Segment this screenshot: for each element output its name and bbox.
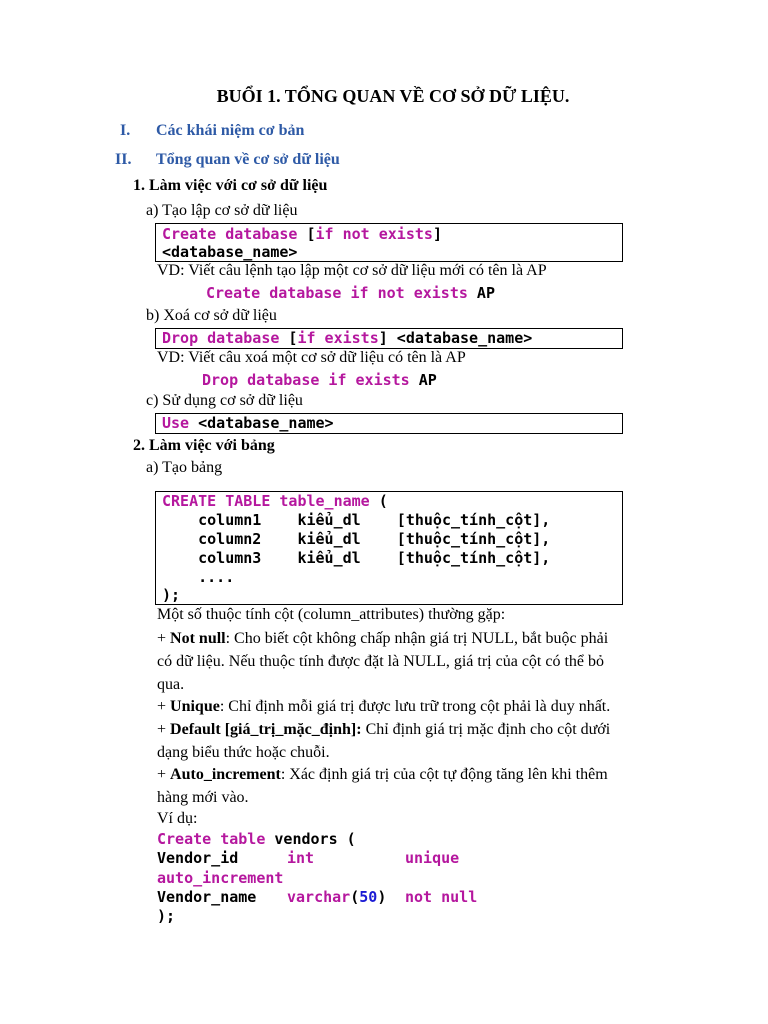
example-type-int: int (287, 849, 315, 867)
attr-not-null-cont-2: qua. (157, 676, 185, 693)
argument: ] <database_name> (378, 329, 533, 347)
attr-not-null (157, 627, 608, 650)
attr-default (157, 718, 610, 741)
create-table-line-1 (162, 492, 388, 510)
section-1-number: I. (120, 122, 131, 139)
keyword: Use (162, 414, 190, 432)
attr-desc: : Cho biết cột không chấp nhận giá trị NULL, bắt buộc phải (225, 630, 609, 647)
create-db-line-1 (162, 225, 442, 243)
create-table-column-row: column3 kiểu_dl [thuộc_tính_cột], (162, 549, 551, 567)
item-a-create-db: a) Tạo lập cơ sở dữ liệu (146, 202, 298, 219)
drop-db-syntax-box (155, 328, 623, 349)
attr-not-null-cont-1: có dữ liệu. Nếu thuộc tính được đặt là NULL, giá trị của cột có thể bỏ (157, 653, 605, 670)
create-db-line-2: <database_name> (162, 243, 298, 261)
example-code-line-2: Vendor_id (157, 849, 239, 867)
paren: ) (377, 888, 387, 906)
attr-auto-increment (157, 763, 608, 786)
section-2-heading: Tổng quan về cơ sở dữ liệu (156, 151, 340, 168)
keyword: Create table (157, 830, 266, 848)
bracket: [ (297, 225, 316, 243)
attr-name: Default [giá_trị_mặc_định]: (170, 721, 362, 738)
subsection-1-heading: 1. Làm việc với cơ sở dữ liệu (133, 177, 328, 194)
bracket: [ (279, 329, 298, 347)
example-drop-db (202, 371, 437, 389)
keyword: Create database (162, 225, 298, 243)
keyword: varchar (287, 888, 351, 906)
argument: <database_name> (189, 414, 334, 432)
attributes-intro: Một số thuộc tính cột (column_attributes) thường gặp: (157, 606, 506, 623)
attr-name: Unique (170, 698, 220, 715)
example-code-end: ); (157, 907, 176, 925)
keyword: Drop database (162, 329, 280, 347)
table-name: table_name (270, 492, 370, 510)
attr-unique (157, 695, 610, 718)
create-table-ellipsis-row: .... (162, 568, 235, 586)
vd-create-text: VD: Viết câu lệnh tạo lập một cơ sở dữ liệu mới có tên là AP (157, 262, 547, 279)
item-c-use-db: c) Sử dụng cơ sở dữ liệu (146, 392, 303, 409)
argument: AP (467, 284, 495, 302)
item-b-drop-db: b) Xoá cơ sở dữ liệu (146, 307, 277, 324)
attr-default-cont-1: dạng biểu thức hoặc chuỗi. (157, 744, 330, 761)
attr-desc: : Chỉ định mỗi giá trị được lưu trữ trong cột phải là duy nhất. (219, 698, 611, 715)
example-attr-unique: unique (405, 849, 460, 867)
bracket: ] (432, 225, 442, 243)
keyword: Drop database if exists (202, 371, 410, 389)
create-table-end: ); (162, 586, 181, 604)
create-table-column-row: column2 kiểu_dl [thuộc_tính_cột], (162, 530, 551, 548)
number: 50 (359, 888, 378, 906)
attr-name: Auto_increment (170, 766, 281, 783)
attr-desc: Chỉ định giá trị mặc định cho cột dưới (361, 721, 611, 738)
bullet: + (157, 766, 171, 783)
table-name: vendors ( (265, 830, 356, 848)
example-code-line-4-col: Vendor_name (157, 888, 257, 906)
keyword: CREATE TABLE (162, 492, 271, 510)
section-1-heading: Các khái niệm cơ bản (156, 122, 305, 139)
attr-desc: : Xác định giá trị của cột tự động tăng lên khi thêm (280, 766, 608, 783)
example-attr-not-null: not null (405, 888, 478, 906)
example-code-line-1 (157, 830, 356, 848)
drop-db-line (162, 329, 532, 347)
paren: ( (369, 492, 388, 510)
use-db-syntax-box (155, 413, 623, 434)
argument: AP (409, 371, 437, 389)
example-code-line-3: auto_increment (157, 869, 284, 887)
create-db-syntax-box (155, 223, 623, 262)
use-db-line (162, 414, 334, 432)
example-label: Ví dụ: (157, 810, 198, 827)
keyword: if not exists (315, 225, 433, 243)
item-2a-create-table: a) Tạo bảng (146, 459, 223, 476)
section-2-number: II. (115, 151, 132, 168)
bullet: + (157, 698, 171, 715)
create-table-syntax-box (155, 491, 623, 605)
bullet: + (157, 721, 171, 738)
bullet: + (157, 630, 171, 647)
vd-drop-text: VD: Viết câu xoá một cơ sở dữ liệu có tên là AP (157, 349, 466, 366)
attr-auto-increment-cont-1: hàng mới vào. (157, 789, 249, 806)
page-title: BUỔI 1. TỔNG QUAN VỀ CƠ SỞ DỮ LIỆU. (216, 86, 570, 106)
create-table-column-row: column1 kiểu_dl [thuộc_tính_cột], (162, 511, 551, 529)
keyword: Create database if not exists (206, 284, 468, 302)
keyword: if exists (297, 329, 379, 347)
subsection-2-heading: 2. Làm việc với bảng (133, 437, 275, 454)
example-type-varchar (287, 888, 386, 906)
attr-name: Not null (170, 630, 226, 647)
paren: ( (350, 888, 360, 906)
example-create-db (206, 284, 495, 302)
